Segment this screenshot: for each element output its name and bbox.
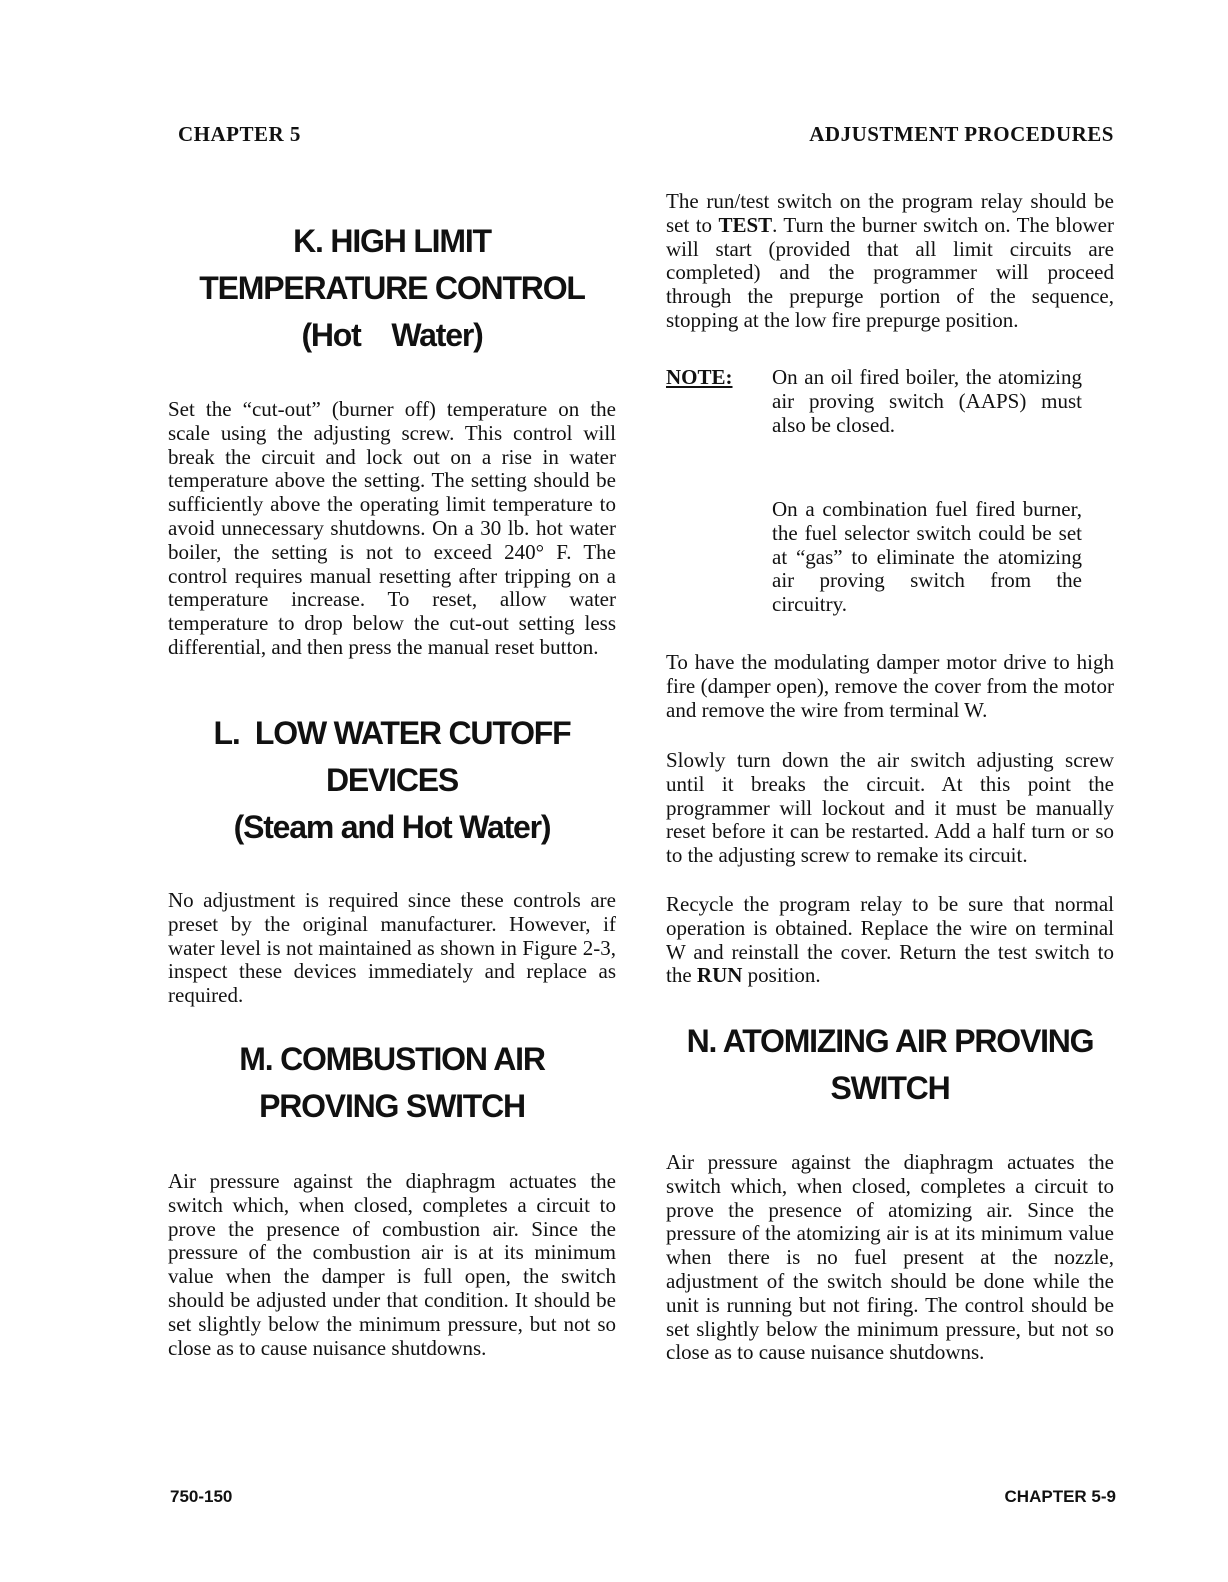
- section-n-heading-line2: SWITCH: [830, 1070, 950, 1106]
- recycle-paragraph: [666, 893, 1114, 988]
- section-k-body: Set the “cut-out” (burner off) temperature on the scale using the adjusting screw. This control will break the circuit and lock out on a rise in water temperature above the setting. The setting should be sufficiently above the operating limit temperature to avoid unnecessary shutdowns. On a 30 lb. hot water boiler, the setting is not to exceed 240° F. The control requires manual resetting after tripping on a temperature increase. To reset, allow water temperature to drop below the cut-out setting less differential, and then press the manual reset button.: [168, 397, 616, 659]
- note-combination-fuel: On a combination fuel fired burner, the fuel selector switch could be set at “gas” to eliminate the atomizing air proving switch from the circuitry.: [772, 497, 1082, 617]
- page-number: CHAPTER 5-9: [1004, 1487, 1116, 1506]
- document-number: 750-150: [170, 1487, 233, 1506]
- section-l-heading-line2: DEVICES: [325, 762, 459, 798]
- section-m-heading-line1: M. COMBUSTION AIR: [239, 1041, 545, 1077]
- section-m-body: Air pressure against the diaphragm actuates the switch which, when closed, completes a circuit to prove the presence of combustion air. Since the pressure of the combustion air is at its minimum value when the damper is full open, the switch should be adjusted under that condition. It should be set slightly below the minimum pressure, but not so close as to cause nuisance shutdowns.: [168, 1169, 616, 1360]
- section-k-heading-line2: TEMPERATURE CONTROL: [199, 270, 585, 306]
- section-m-heading-line2: PROVING SWITCH: [259, 1088, 525, 1124]
- test-keyword: TEST: [718, 212, 773, 237]
- run-keyword: RUN: [696, 963, 743, 988]
- section-l-body: No adjustment is required since these controls are preset by the original manufacturer. However, if water level is not maintained as shown in Figure 2-3, inspect these devices immediately and replace as required.: [168, 888, 616, 1008]
- section-n-body: Air pressure against the diaphragm actuates the switch which, when closed, completes a circuit to prove the presence of atomizing air. Since the pressure of the atomizing air is at its minimum value when there is no fuel present at the nozzle, adjustment of the switch should be done while the unit is running but not firing. The control should be set slightly below the minimum pressure, but not so close as to cause nuisance shutdowns.: [666, 1150, 1114, 1365]
- section-k-heading-line1: K. HIGH LIMIT: [293, 223, 491, 259]
- damper-paragraph: To have the modulating damper motor drive to high fire (damper open), remove the cover from the motor and remove the wire from terminal W.: [666, 650, 1114, 722]
- section-m-heading: [168, 1036, 616, 1130]
- note-oil-fired: On an oil fired boiler, the atomizing air proving switch (AAPS) must also be closed.: [772, 365, 1082, 437]
- section-n-heading: [666, 1018, 1114, 1112]
- run-test-text-b: . Turn the burner switch on. The blower will start (provided that all limit circuits are completed) and the programmer will proceed through the prepurge portion of the sequence, stopping at the low fire prepurge position.: [666, 212, 1114, 332]
- chapter-header: CHAPTER 5: [178, 122, 301, 146]
- recycle-text-a: Recycle the program relay to be sure that normal operation is obtained. Replace the wire on terminal W and reinstall the cover. Return the test switch to the: [666, 892, 1114, 988]
- note-label: NOTE:: [666, 365, 733, 389]
- section-l-heading: [168, 710, 616, 851]
- run-test-text-a: The run/test switch on the program relay should be set to: [666, 189, 1114, 237]
- section-k-heading-line3: (Hot Water): [301, 317, 483, 353]
- run-test-paragraph: [666, 190, 1114, 333]
- section-k-heading: [168, 218, 616, 359]
- section-l-heading-line3: (Steam and Hot Water): [233, 809, 551, 845]
- section-l-heading-line1: L. LOW WATER CUTOFF: [213, 715, 571, 751]
- recycle-text-b: position.: [742, 963, 821, 988]
- air-switch-paragraph: Slowly turn down the air switch adjusting screw until it breaks the circuit. At this point the programmer will lockout and it must be manually reset before it can be restarted. Add a half turn or so to the adjusting screw to remake its circuit.: [666, 748, 1114, 868]
- section-header: ADJUSTMENT PROCEDURES: [809, 122, 1114, 146]
- section-n-heading-line1: N. ATOMIZING AIR PROVING: [686, 1023, 1094, 1059]
